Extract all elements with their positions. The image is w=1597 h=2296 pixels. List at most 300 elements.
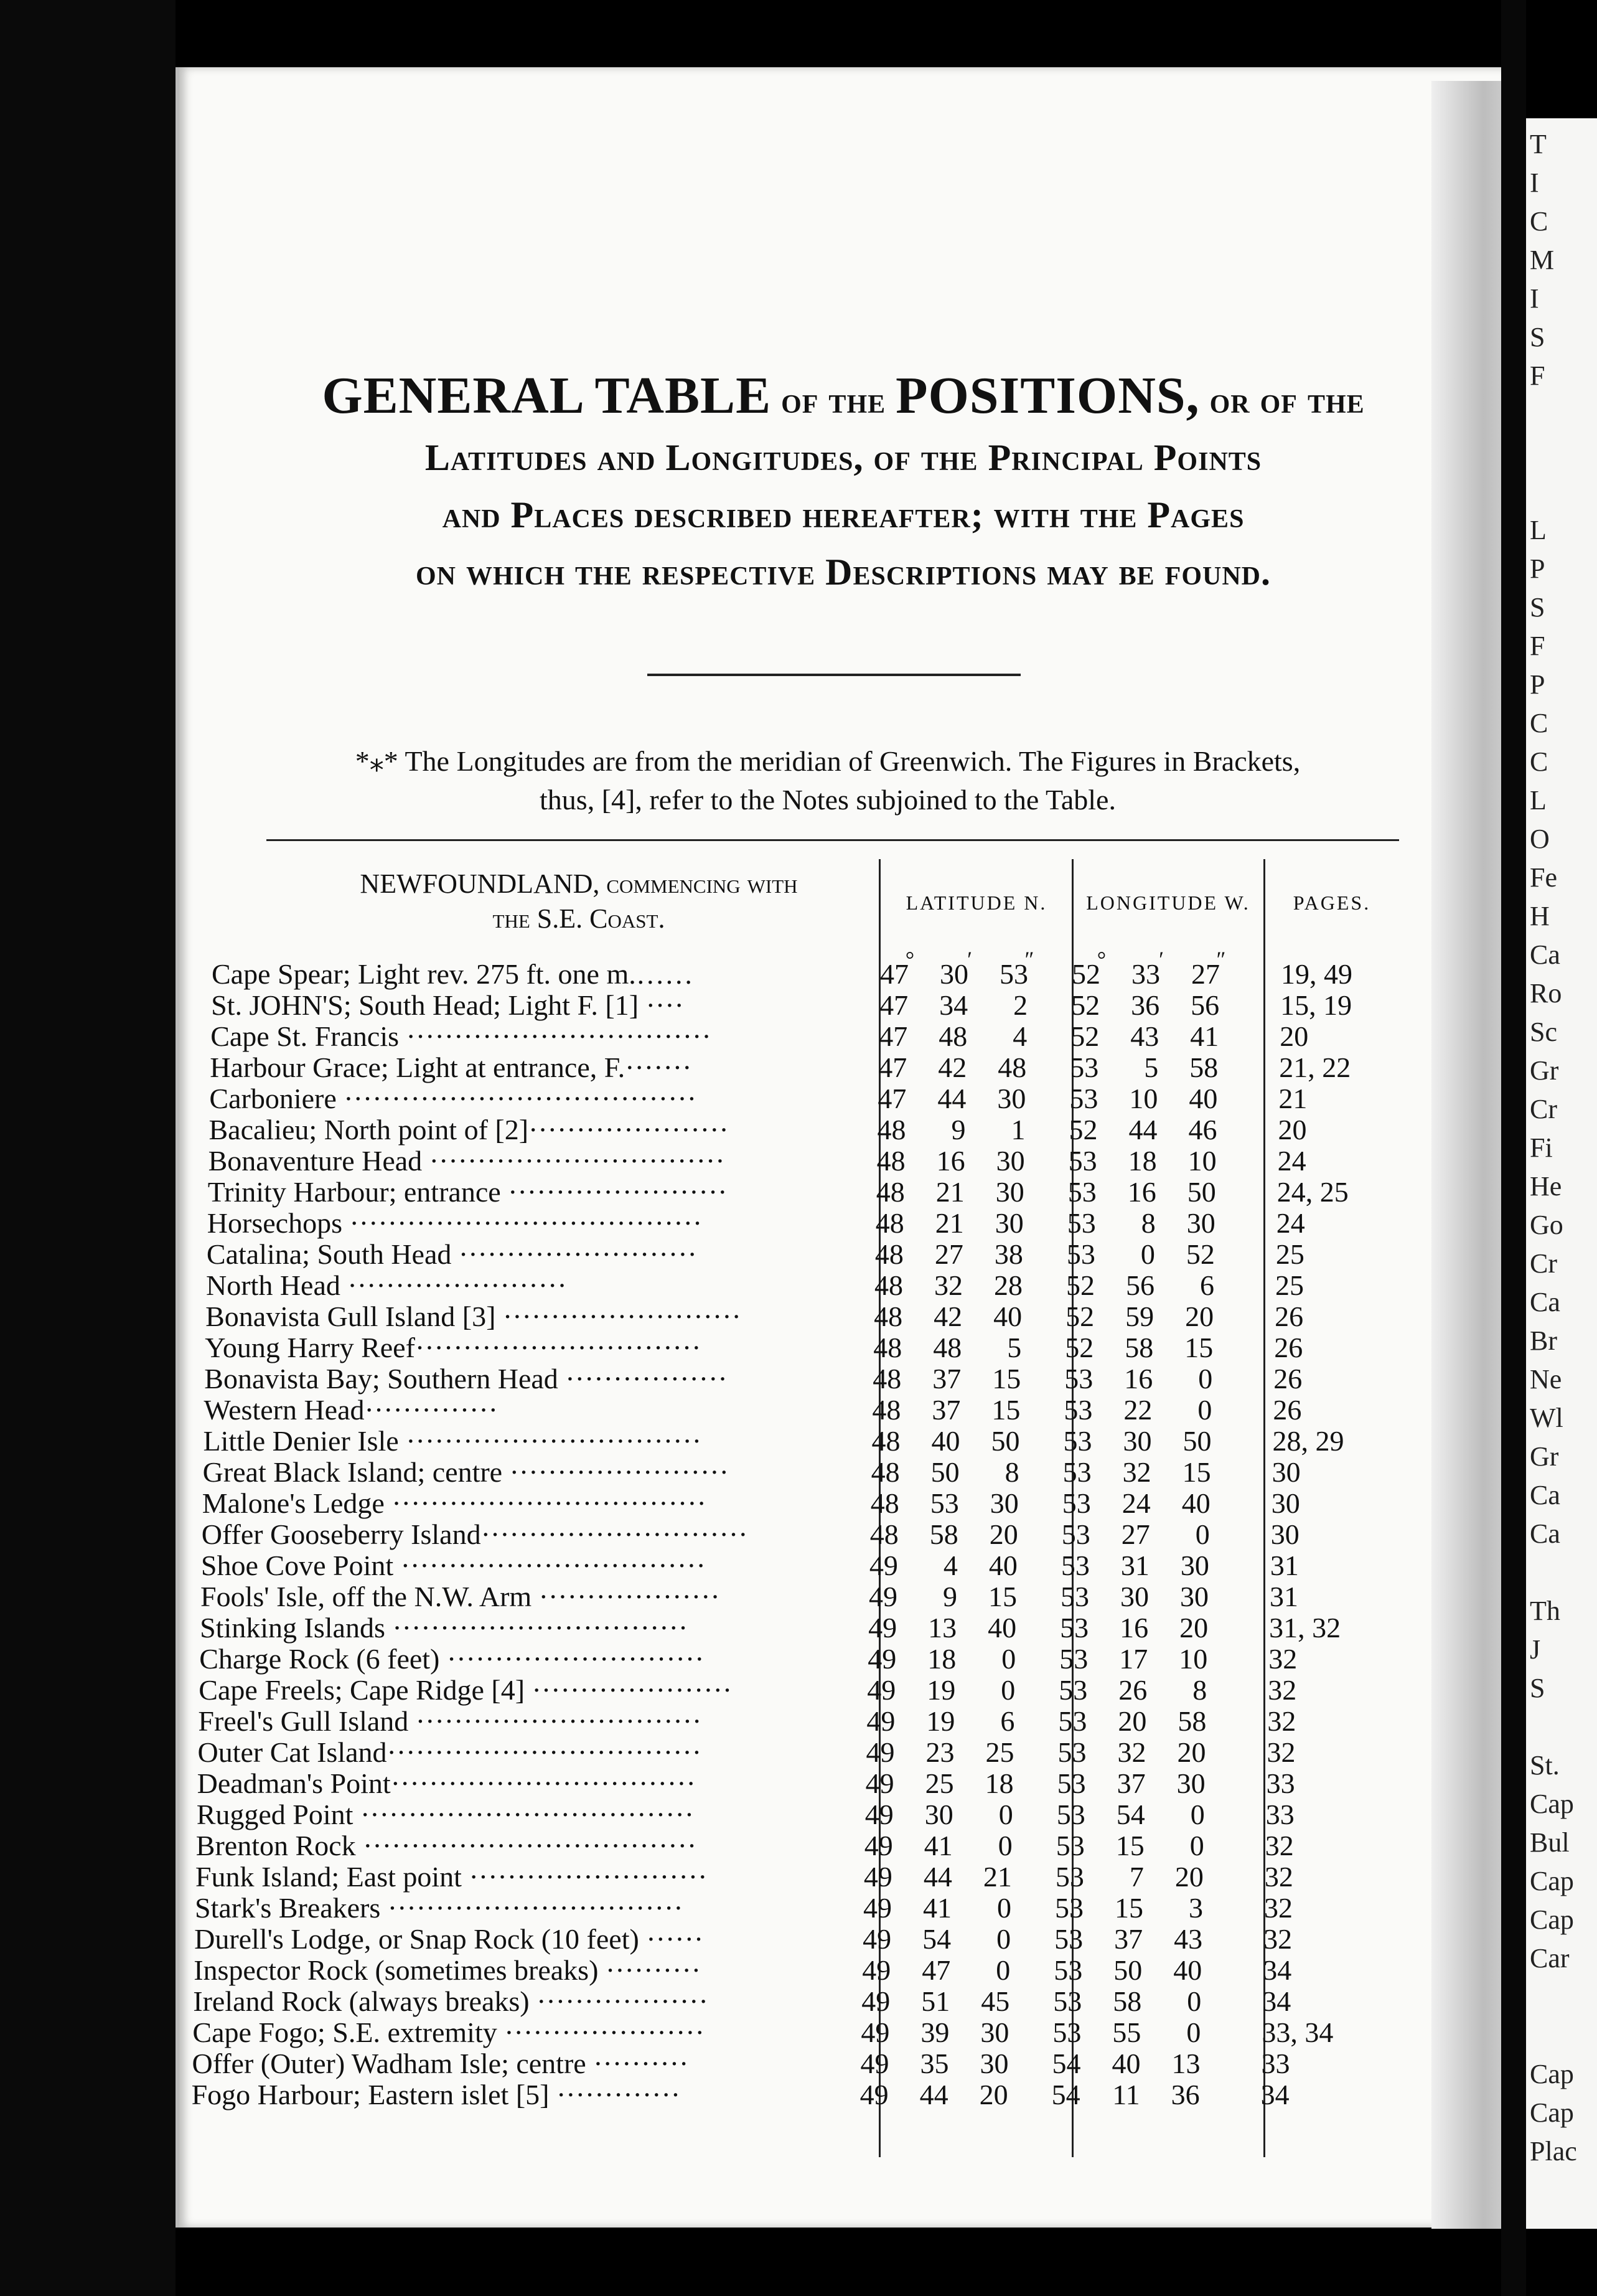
- facing-page-fragment: S: [1530, 592, 1545, 623]
- lat-degrees: 49: [869, 1550, 898, 1581]
- page-refs: 24: [1277, 1145, 1306, 1177]
- lat-seconds: 30: [996, 1145, 1025, 1177]
- lat-degrees: 47: [878, 1052, 907, 1083]
- facing-page-fragment: Cap: [1530, 1866, 1574, 1896]
- page-refs: 24: [1276, 1207, 1305, 1239]
- facing-page-fragment: Ca: [1530, 939, 1560, 970]
- lat-degrees: 48: [875, 1207, 904, 1239]
- lon-minutes: 8: [1141, 1207, 1156, 1239]
- lon-minutes: 30: [1123, 1425, 1152, 1457]
- place-name: Malone's Ledge ·································: [202, 1488, 706, 1519]
- facing-page-fragment: Cap: [1530, 1904, 1574, 1935]
- lon-seconds: 10: [1187, 1145, 1217, 1177]
- section-heading-line-1: NEWFOUNDLAND, commencing with: [360, 868, 798, 899]
- lon-minutes: 24: [1122, 1487, 1151, 1519]
- facing-page-fragment: C: [1530, 206, 1548, 237]
- facing-page-fragment: Wl: [1530, 1403, 1563, 1433]
- lat-minutes: 39: [920, 2016, 950, 2048]
- lon-seconds: 46: [1188, 1114, 1217, 1146]
- lon-minutes: 43: [1130, 1020, 1159, 1052]
- page-refs: 21, 22: [1279, 1052, 1351, 1083]
- lon-seconds: 0: [1190, 1799, 1205, 1830]
- lon-degrees: 53: [1069, 1083, 1098, 1114]
- lon-seconds: 10: [1179, 1643, 1208, 1675]
- table-row: [198, 1706, 1393, 1737]
- facing-page-edge: [1526, 118, 1597, 2229]
- page-refs: 25: [1275, 1238, 1304, 1270]
- lat-degree-mark: °: [905, 947, 915, 972]
- place-name: Cape Fogo; S.E. extremity ·····················: [192, 2017, 705, 2048]
- lat-seconds: 6: [1000, 1705, 1015, 1737]
- lon-degrees: 53: [1064, 1394, 1093, 1426]
- title-or-of-the: or of the: [1209, 380, 1365, 421]
- facing-page-fragment: C: [1530, 746, 1548, 777]
- scan-background-left: [0, 0, 176, 2296]
- lon-degrees: 52: [1065, 1301, 1095, 1332]
- lon-degrees: 53: [1059, 1674, 1088, 1706]
- lat-seconds: 40: [993, 1301, 1023, 1332]
- lon-degrees: 53: [1057, 1736, 1087, 1768]
- table-row: [209, 1114, 1404, 1146]
- facing-page-fragment: Ca: [1530, 1480, 1560, 1510]
- section-heading-line-2: the S.E. Coast.: [492, 903, 665, 934]
- lat-minutes: 47: [922, 1954, 951, 1986]
- lat-seconds: 21: [983, 1861, 1012, 1893]
- lon-seconds: 36: [1171, 2079, 1200, 2110]
- table-row: [197, 1768, 1392, 1799]
- lat-minutes: 44: [937, 1083, 967, 1114]
- facing-page-fragment: Gr: [1530, 1055, 1559, 1086]
- lat-seconds: 0: [996, 1954, 1011, 1986]
- lon-second-mark: ″: [1216, 947, 1226, 972]
- table-row: [207, 1239, 1402, 1270]
- lon-seconds: 40: [1189, 1083, 1218, 1114]
- lon-degrees: 52: [1069, 1114, 1098, 1146]
- lon-minute-mark: ′: [1159, 947, 1164, 972]
- lat-degrees: 47: [879, 989, 909, 1021]
- place-name: Deadman's Point································: [197, 1768, 696, 1799]
- lat-minutes: 21: [935, 1207, 964, 1239]
- place-name: Funk Island; East point ·························: [195, 1861, 708, 1893]
- table-row: [194, 1924, 1389, 1955]
- lon-degrees: 53: [1055, 1861, 1084, 1893]
- place-name: Young Harry Reef······························: [205, 1332, 701, 1363]
- lon-degrees: 53: [1067, 1207, 1096, 1239]
- lat-degrees: 49: [861, 1985, 891, 2017]
- page-refs: 26: [1273, 1363, 1303, 1395]
- lat-degrees: 49: [864, 1830, 893, 1861]
- table-row: [199, 1644, 1394, 1675]
- facing-page-fragment: Ca: [1530, 1287, 1560, 1317]
- lat-degrees: 49: [869, 1581, 897, 1612]
- lon-minutes: 15: [1115, 1892, 1143, 1924]
- lat-minutes: 44: [923, 1861, 952, 1893]
- title-line-3: and Places described hereafter; with the Pages: [442, 494, 1245, 535]
- lon-seconds: 0: [1187, 1985, 1202, 2017]
- lon-minutes: 55: [1112, 2016, 1141, 2048]
- lat-minutes: 13: [928, 1612, 957, 1644]
- place-name: Carboniere ·····································: [209, 1083, 697, 1114]
- lat-degrees: 49: [863, 1892, 892, 1924]
- lon-minutes: 36: [1131, 989, 1160, 1021]
- note-line-1: *⁎* The Longitudes are from the meridian of Greenwich. The Figures in Brackets,: [355, 745, 1301, 777]
- lat-seconds: 0: [998, 1799, 1013, 1830]
- lat-seconds: 25: [985, 1736, 1014, 1768]
- lon-degrees: 53: [1053, 1985, 1082, 2017]
- page-refs: 32: [1268, 1643, 1298, 1675]
- lat-degrees: 49: [865, 1767, 894, 1799]
- lat-degrees: 48: [873, 1332, 902, 1363]
- lat-seconds: 48: [998, 1052, 1027, 1083]
- lat-minute-mark: ′: [967, 947, 972, 972]
- lat-minutes: 41: [924, 1830, 953, 1861]
- lon-seconds: 3: [1189, 1892, 1203, 1924]
- facing-page-fragment: St.: [1530, 1750, 1560, 1781]
- positions-table: [191, 958, 1407, 2110]
- table-row: [198, 1737, 1393, 1768]
- page-refs: 26: [1275, 1301, 1304, 1332]
- lon-seconds: 30: [1186, 1207, 1215, 1239]
- lon-minutes: 44: [1128, 1114, 1158, 1146]
- table-row: [205, 1332, 1400, 1363]
- lat-minutes: 44: [919, 2079, 948, 2110]
- facing-page-fragment: Ro: [1530, 978, 1562, 1009]
- facing-page-fragment: S: [1530, 322, 1545, 352]
- lon-seconds: 6: [1200, 1269, 1214, 1301]
- lon-degrees: 53: [1061, 1518, 1090, 1550]
- lon-seconds: 52: [1186, 1238, 1215, 1270]
- table-row: [200, 1612, 1395, 1644]
- page-refs: 32: [1264, 1892, 1293, 1924]
- lon-degrees: 54: [1051, 2079, 1080, 2110]
- table-row: [192, 2017, 1387, 2048]
- lon-minutes: 32: [1117, 1736, 1146, 1768]
- place-name: Western Head··············: [204, 1395, 498, 1426]
- lat-seconds: 15: [992, 1363, 1021, 1395]
- lat-degrees: 49: [866, 1705, 896, 1737]
- lat-minutes: 51: [921, 1985, 950, 2017]
- page-refs: 24, 25: [1276, 1176, 1349, 1208]
- place-name: Horsechops ·····································: [207, 1208, 703, 1239]
- lat-seconds: 1: [1011, 1114, 1026, 1146]
- facing-page-fragment: Th: [1530, 1596, 1560, 1626]
- place-name: Fools' Isle, off the N.W. Arm ···················: [200, 1581, 720, 1612]
- facing-page-fragment: Ca: [1530, 1518, 1560, 1549]
- lat-degrees: 47: [880, 958, 909, 990]
- lon-degrees: 53: [1067, 1176, 1097, 1208]
- lon-minutes: 40: [1112, 2048, 1141, 2079]
- lon-minutes: 0: [1140, 1238, 1155, 1270]
- lat-degrees: 49: [863, 1923, 892, 1955]
- page-refs: 31, 32: [1269, 1612, 1341, 1644]
- lat-degrees: 49: [867, 1674, 896, 1706]
- lat-minutes: 42: [938, 1052, 967, 1083]
- page-refs: 34: [1262, 1985, 1291, 2017]
- facing-page-fragment: L: [1530, 785, 1547, 816]
- lat-degrees: 48: [874, 1269, 903, 1301]
- title-line-4: on which the respective Descriptions may be found.: [416, 552, 1271, 593]
- table-row: [192, 2048, 1387, 2079]
- lon-seconds: 58: [1178, 1705, 1207, 1737]
- lon-seconds: 0: [1189, 1830, 1204, 1861]
- lon-seconds: 0: [1195, 1518, 1210, 1550]
- lon-degrees: 53: [1070, 1052, 1099, 1083]
- lat-minutes: 30: [940, 958, 968, 990]
- page-refs: 21: [1278, 1083, 1308, 1114]
- lat-seconds: 40: [988, 1550, 1018, 1581]
- facing-page-fragment: Car: [1530, 1943, 1570, 1974]
- table-row: [208, 1177, 1403, 1208]
- lat-minutes: 19: [926, 1705, 955, 1737]
- table-top-rule: [266, 839, 1399, 841]
- lon-degrees: 53: [1061, 1581, 1089, 1612]
- lon-minutes: 59: [1125, 1301, 1154, 1332]
- table-row: [199, 1675, 1393, 1706]
- lat-seconds: 4: [1013, 1020, 1028, 1052]
- lat-minutes: 41: [923, 1892, 952, 1924]
- lat-minutes: 37: [932, 1394, 961, 1426]
- table-row: [210, 1052, 1405, 1083]
- lon-minutes: 56: [1126, 1269, 1154, 1301]
- page-refs: 26: [1273, 1394, 1302, 1426]
- table-row: [209, 1083, 1404, 1114]
- table-row: [195, 1861, 1390, 1893]
- lat-seconds: 0: [997, 1892, 1011, 1924]
- lat-minutes: 48: [933, 1332, 962, 1363]
- page-refs: 31: [1270, 1550, 1299, 1581]
- facing-page-fragment: M: [1530, 245, 1555, 275]
- place-name: Catalina; South Head ·························: [206, 1239, 697, 1270]
- lon-minutes: 33: [1131, 958, 1160, 990]
- lon-degrees: 53: [1056, 1799, 1085, 1830]
- place-name: Little Denier Isle ·······························: [203, 1426, 702, 1457]
- place-name: Fogo Harbour; Eastern islet [5] ·············: [191, 2079, 681, 2110]
- lat-minutes: 53: [930, 1487, 959, 1519]
- table-row: [192, 2079, 1387, 2110]
- lat-seconds: 30: [980, 2048, 1009, 2079]
- place-name: Durell's Lodge, or Snap Rock (10 feet) ······: [194, 1924, 704, 1955]
- lat-minutes: 54: [922, 1923, 952, 1955]
- lat-seconds: 40: [988, 1612, 1017, 1644]
- lon-seconds: 27: [1191, 958, 1220, 990]
- facing-page-fragment: Sc: [1530, 1017, 1557, 1047]
- page-refs: 32: [1263, 1923, 1293, 1955]
- table-row: [204, 1395, 1398, 1426]
- lat-minutes: 37: [932, 1363, 962, 1395]
- lat-seconds: 8: [1005, 1456, 1019, 1488]
- page-refs: 30: [1271, 1487, 1300, 1519]
- lat-degrees: 48: [873, 1363, 902, 1395]
- title-positions: POSITIONS,: [896, 367, 1200, 425]
- lon-degrees: 52: [1072, 958, 1100, 990]
- page-refs: 33: [1266, 1767, 1295, 1799]
- lat-minutes: 18: [927, 1643, 957, 1675]
- facing-page-fragment: Go: [1530, 1210, 1563, 1240]
- title-divider: [647, 674, 1021, 676]
- place-name: Cape Spear; Light rev. 275 ft. one m.……: [212, 959, 693, 990]
- place-name: Stark's Breakers ·······························: [195, 1893, 683, 1924]
- place-name: Ireland Rock (always breaks) ··················: [193, 1986, 708, 2017]
- table-row: [196, 1830, 1391, 1861]
- place-name: Bacalieu; North point of [2]·····················: [208, 1114, 729, 1146]
- lon-degree-mark: °: [1097, 947, 1107, 972]
- place-name: Bonaventure Head ·······························: [208, 1146, 725, 1177]
- lon-seconds: 58: [1189, 1052, 1219, 1083]
- lon-seconds: 30: [1180, 1581, 1209, 1612]
- lat-seconds: 15: [988, 1581, 1017, 1612]
- lat-minutes: 58: [929, 1518, 958, 1550]
- lat-degrees: 49: [861, 2016, 890, 2048]
- facing-page-fragment: Fe: [1530, 862, 1557, 893]
- lat-seconds: 30: [997, 1083, 1026, 1114]
- lon-seconds: 20: [1179, 1612, 1209, 1644]
- scan-background-right: [1501, 0, 1526, 2296]
- facing-page-fragment: F: [1530, 631, 1545, 661]
- lon-minutes: 18: [1128, 1145, 1157, 1177]
- table-row: [208, 1146, 1403, 1177]
- table-row: [194, 1955, 1389, 1986]
- table-row: [201, 1550, 1396, 1581]
- lat-second-mark: ″: [1024, 947, 1034, 972]
- header-pages: PAGES.: [1293, 892, 1371, 914]
- place-name: Cape Freels; Cape Ridge [4] ·····················: [199, 1675, 733, 1706]
- lat-seconds: 38: [994, 1238, 1023, 1270]
- lat-minutes: 27: [934, 1238, 963, 1270]
- place-name: Rugged Point ···································: [196, 1799, 695, 1830]
- lat-seconds: 15: [991, 1394, 1021, 1426]
- lat-minutes: 48: [939, 1020, 968, 1052]
- lat-seconds: 30: [995, 1176, 1024, 1208]
- lon-minutes: 31: [1120, 1550, 1150, 1581]
- table-row: [197, 1799, 1392, 1830]
- lon-seconds: 13: [1171, 2048, 1201, 2079]
- lon-seconds: 40: [1173, 1954, 1202, 1986]
- page-refs: 20: [1280, 1020, 1309, 1052]
- place-name: Freel's Gull Island ······························: [198, 1706, 702, 1737]
- facing-page-fragment: Cap: [1530, 1789, 1574, 1819]
- lat-seconds: 30: [995, 1207, 1024, 1239]
- facing-page-fragment: F: [1530, 360, 1545, 391]
- header-latitude: LATITUDE N.: [906, 892, 1047, 914]
- lat-degrees: 49: [860, 2048, 889, 2079]
- lat-seconds: 0: [1001, 1643, 1016, 1675]
- facing-page-fragment: H: [1530, 901, 1550, 931]
- lat-seconds: 30: [990, 1487, 1019, 1519]
- page-refs: 32: [1268, 1674, 1297, 1706]
- lon-degrees: 53: [1068, 1145, 1097, 1177]
- place-name: Bonavista Bay; Southern Head ·················: [204, 1363, 728, 1395]
- lon-degrees: 53: [1060, 1612, 1089, 1644]
- lon-minutes: 16: [1127, 1176, 1156, 1208]
- lat-degrees: 49: [859, 2079, 889, 2110]
- table-row: [195, 1893, 1390, 1924]
- page-refs: 34: [1263, 1954, 1292, 1986]
- lon-seconds: 50: [1183, 1425, 1212, 1457]
- lon-seconds: 30: [1176, 1767, 1206, 1799]
- lon-minutes: 37: [1114, 1923, 1143, 1955]
- page-refs: 20: [1278, 1114, 1307, 1146]
- lon-seconds: 8: [1192, 1674, 1207, 1706]
- place-name: Great Black Island; centre ·······················: [202, 1457, 729, 1488]
- lon-seconds: 43: [1174, 1923, 1203, 1955]
- page-refs: 31: [1270, 1581, 1298, 1612]
- lon-degrees: 53: [1057, 1767, 1086, 1799]
- facing-page-fragment: Br: [1530, 1325, 1557, 1356]
- place-name: St. JOHN'S; South Head; Light F. [1] ····: [211, 990, 684, 1021]
- table-row: [202, 1519, 1397, 1550]
- place-name: Harbour Grace; Light at entrance, F.·······: [210, 1052, 692, 1083]
- table-row: [202, 1488, 1397, 1519]
- lat-seconds: 18: [985, 1767, 1014, 1799]
- lat-degrees: 48: [872, 1394, 901, 1426]
- lon-degrees: 53: [1064, 1363, 1094, 1395]
- lat-seconds: 50: [991, 1425, 1020, 1457]
- lat-degrees: 48: [869, 1518, 899, 1550]
- place-name: Outer Cat Island·································: [197, 1737, 702, 1768]
- section-heading: [280, 867, 878, 936]
- table-row: [211, 990, 1406, 1021]
- lon-degrees: 53: [1062, 1487, 1091, 1519]
- lat-minutes: 4: [943, 1550, 958, 1581]
- lon-degrees: 52: [1071, 989, 1100, 1021]
- lon-seconds: 15: [1182, 1456, 1211, 1488]
- lon-seconds: 56: [1191, 989, 1220, 1021]
- lat-minutes: 23: [925, 1736, 955, 1768]
- lon-seconds: 30: [1180, 1550, 1209, 1581]
- page-refs: 32: [1267, 1736, 1296, 1768]
- lon-minutes: 16: [1120, 1612, 1149, 1644]
- page-refs: 19, 49: [1281, 958, 1352, 990]
- facing-page-fragment: Plac: [1530, 2136, 1577, 2167]
- page-refs: 32: [1265, 1830, 1294, 1861]
- lat-degrees: 48: [877, 1114, 906, 1146]
- place-name: Stinking Islands ·······························: [200, 1612, 688, 1644]
- lat-degrees: 48: [874, 1238, 904, 1270]
- lat-minutes: 50: [930, 1456, 960, 1488]
- note: [249, 742, 1407, 819]
- lon-minutes: 15: [1115, 1830, 1145, 1861]
- lon-degrees: 52: [1070, 1020, 1100, 1052]
- place-name: Cape St. Francis ································: [210, 1021, 711, 1052]
- lat-degrees: 48: [871, 1456, 900, 1488]
- table-row: [204, 1426, 1398, 1457]
- lat-degrees: 48: [871, 1425, 901, 1457]
- facing-page-fragment: Cr: [1530, 1248, 1557, 1279]
- lon-seconds: 50: [1187, 1176, 1216, 1208]
- lat-minutes: 40: [931, 1425, 960, 1457]
- lat-seconds: 2: [1013, 989, 1028, 1021]
- lat-minutes: 35: [920, 2048, 949, 2079]
- lon-degrees: 52: [1065, 1332, 1094, 1363]
- lat-seconds: 28: [994, 1269, 1023, 1301]
- facing-page-fragment: Ne: [1530, 1364, 1562, 1395]
- place-name: Charge Rock (6 feet) ···························: [199, 1644, 705, 1675]
- place-name: Inspector Rock (sometimes breaks) ··········: [194, 1955, 701, 1986]
- lat-seconds: 45: [981, 1985, 1010, 2017]
- lon-degrees: 53: [1055, 1892, 1084, 1924]
- facing-page-fragment: Bul: [1530, 1827, 1570, 1858]
- lon-seconds: 0: [1198, 1363, 1213, 1395]
- lon-degrees: 53: [1066, 1238, 1095, 1270]
- lon-minutes: 20: [1118, 1705, 1147, 1737]
- lat-degrees: 48: [874, 1301, 903, 1332]
- title-general-table: GENERAL TABLE: [322, 367, 772, 425]
- facing-page-fragment: C: [1530, 708, 1548, 738]
- page-refs: 15, 19: [1280, 989, 1352, 1021]
- lon-degrees: 54: [1052, 2048, 1081, 2079]
- lat-degrees: 48: [870, 1487, 899, 1519]
- lon-minutes: 22: [1123, 1394, 1153, 1426]
